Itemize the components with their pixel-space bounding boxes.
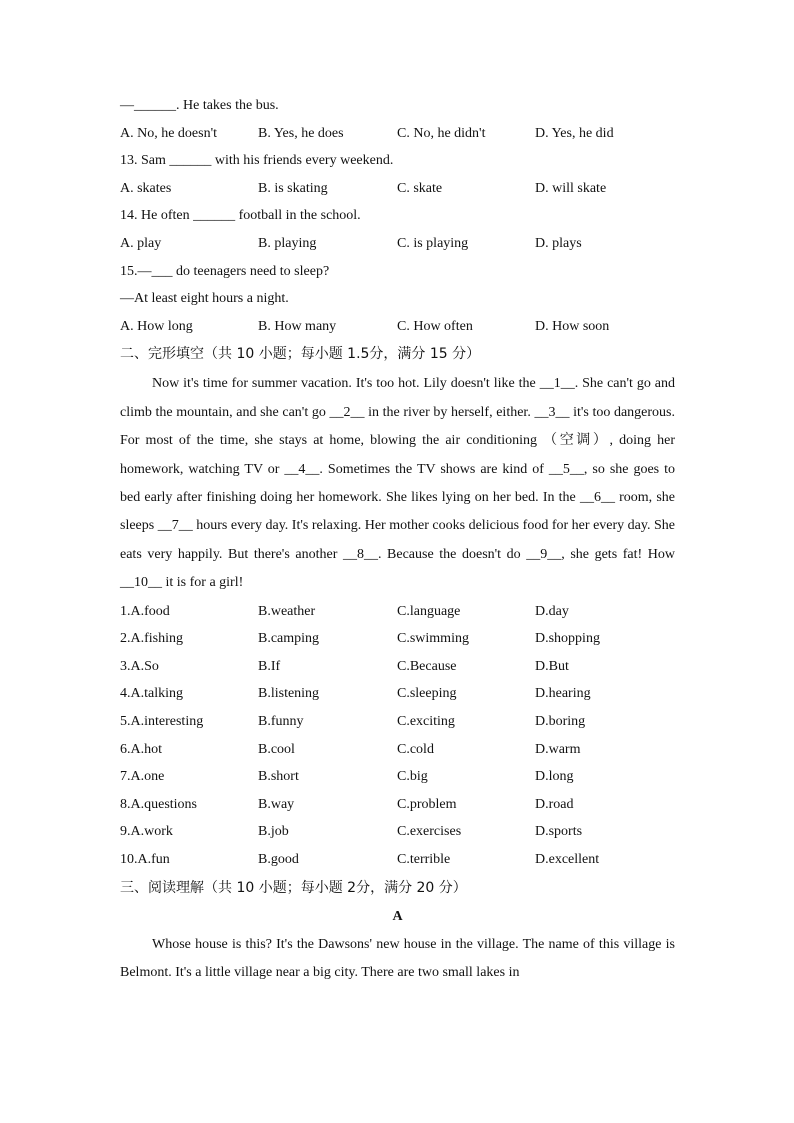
- cloze-option-c: C.sleeping: [397, 686, 457, 702]
- q12-answer-line: —______. He takes the bus.: [120, 98, 279, 113]
- cloze-option-c: C.exciting: [397, 713, 455, 729]
- cloze-passage-text: Now it's time for summer vacation. It's too hot. Lily doesn't like the __1__. She can't go and climb the mountain, and she can't go __2__ in the river by herself, either. __3__ it's too dangerous. For most of the time, she stays at home, blowing the air conditioning （空调）, doing her homework, watching TV or __4__. Sometimes the TV shows are kind of __5__, so she goes to bed early after finishing doing her homework. She likes lying on her bed. In the __6__ room, she sleeps __7__ hours every day. It's relaxing. Her mother cooks delicious food for her every day. She eats very happily. But there's another __8__. Because the doesn't do __9__, she gets fat! How __10__ it is for a girl!: [120, 376, 675, 591]
- q14-option-a: A. play: [120, 235, 162, 251]
- exam-page: [120, 92, 675, 987]
- cloze-option-row: [120, 653, 675, 681]
- cloze-option-d: D.boring: [535, 713, 586, 729]
- q12-option-b: B. Yes, he does: [258, 125, 344, 141]
- cloze-option-b: B.cool: [258, 741, 295, 757]
- cloze-option-b: B.If: [258, 658, 281, 674]
- cloze-option-row: [120, 763, 675, 791]
- cloze-option-a: 5.A.interesting: [120, 713, 204, 729]
- q12-option-c: C. No, he didn't: [397, 125, 486, 141]
- cloze-option-b: B.weather: [258, 603, 316, 619]
- cloze-option-d: D.long: [535, 769, 574, 785]
- cloze-option-d: D.But: [535, 658, 569, 674]
- cloze-option-row: [120, 625, 675, 653]
- cloze-option-d: D.road: [535, 796, 574, 812]
- q15-reply: —At least eight hours a night.: [120, 291, 289, 307]
- cloze-option-d: D.excellent: [535, 851, 600, 867]
- q13-option-d: D. will skate: [535, 180, 607, 196]
- cloze-option-a: 2.A.fishing: [120, 631, 183, 647]
- cloze-option-b: B.way: [258, 796, 295, 812]
- section-2-title: 二、完形填空（共 10 小题；每小题 1.5分，满分 15 分）: [120, 346, 481, 363]
- q14-option-b: B. playing: [258, 235, 317, 251]
- q12-options: [120, 120, 675, 148]
- cloze-option-c: C.big: [397, 769, 428, 785]
- cloze-option-b: B.funny: [258, 713, 304, 729]
- reading-passage-text: Whose house is this? It's the Dawsons' new house in the village. The name of this village is Belmont. It's a little village near a big city. There are two small lakes in: [120, 936, 675, 980]
- q13-option-a: A. skates: [120, 180, 172, 196]
- cloze-option-d: D.day: [535, 603, 569, 619]
- cloze-option-c: C.swimming: [397, 631, 469, 647]
- cloze-option-row: [120, 736, 675, 764]
- cloze-option-d: D.warm: [535, 741, 581, 757]
- cloze-option-c: C.cold: [397, 741, 434, 757]
- cloze-option-a: 8.A.questions: [120, 796, 197, 812]
- cloze-option-d: D.shopping: [535, 631, 600, 647]
- q14-options: [120, 230, 675, 258]
- cloze-option-d: D.hearing: [535, 686, 591, 702]
- q13-option-b: B. is skating: [258, 180, 328, 196]
- q14-stem: 14. He often ______ football in the school.: [120, 208, 361, 224]
- q15-stem: 15.—___ do teenagers need to sleep?: [120, 263, 330, 279]
- cloze-option-row: [120, 846, 675, 874]
- q13-options: [120, 175, 675, 203]
- cloze-option-c: C.Because: [397, 658, 457, 674]
- cloze-option-a: 10.A.fun: [120, 851, 170, 867]
- cloze-option-row: [120, 791, 675, 819]
- cloze-option-b: B.short: [258, 769, 299, 785]
- reading-passage: [120, 931, 675, 988]
- cloze-option-c: C.problem: [397, 796, 457, 812]
- cloze-option-b: B.good: [258, 851, 299, 867]
- cloze-option-c: C.exercises: [397, 824, 462, 840]
- cloze-option-c: C.language: [397, 603, 461, 619]
- q13-stem: 13. Sam ______ with his friends every weekend.: [120, 153, 394, 169]
- section-3-title: 三、阅读理解（共 10 小题；每小题 2分，满分 20 分）: [120, 879, 467, 896]
- cloze-options-list: [120, 598, 675, 874]
- q15-options: [120, 313, 675, 341]
- cloze-option-a: 3.A.So: [120, 658, 159, 674]
- reading-part-label: A: [392, 908, 403, 924]
- cloze-passage: [120, 370, 675, 597]
- q14-option-d: D. plays: [535, 235, 582, 251]
- cloze-option-row: [120, 598, 675, 626]
- q14-option-c: C. is playing: [397, 235, 469, 251]
- q13-option-c: C. skate: [397, 180, 443, 196]
- cloze-option-a: 7.A.one: [120, 769, 165, 785]
- cloze-option-d: D.sports: [535, 824, 583, 840]
- cloze-option-b: B.job: [258, 824, 289, 840]
- q15-option-d: D. How soon: [535, 318, 610, 334]
- cloze-option-a: 6.A.hot: [120, 741, 162, 757]
- cloze-option-b: B.listening: [258, 686, 320, 702]
- cloze-option-row: [120, 680, 675, 708]
- q12-option-a: A. No, he doesn't: [120, 125, 218, 141]
- cloze-option-row: [120, 708, 675, 736]
- cloze-option-b: B.camping: [258, 631, 320, 647]
- q15-option-b: B. How many: [258, 318, 337, 334]
- cloze-option-a: 9.A.work: [120, 824, 173, 840]
- q15-option-a: A. How long: [120, 318, 193, 334]
- q12-option-d: D. Yes, he did: [535, 125, 614, 141]
- cloze-option-a: 4.A.talking: [120, 686, 183, 702]
- cloze-option-a: 1.A.food: [120, 603, 170, 619]
- cloze-option-c: C.terrible: [397, 851, 451, 867]
- cloze-option-row: [120, 818, 675, 846]
- q15-option-c: C. How often: [397, 318, 473, 334]
